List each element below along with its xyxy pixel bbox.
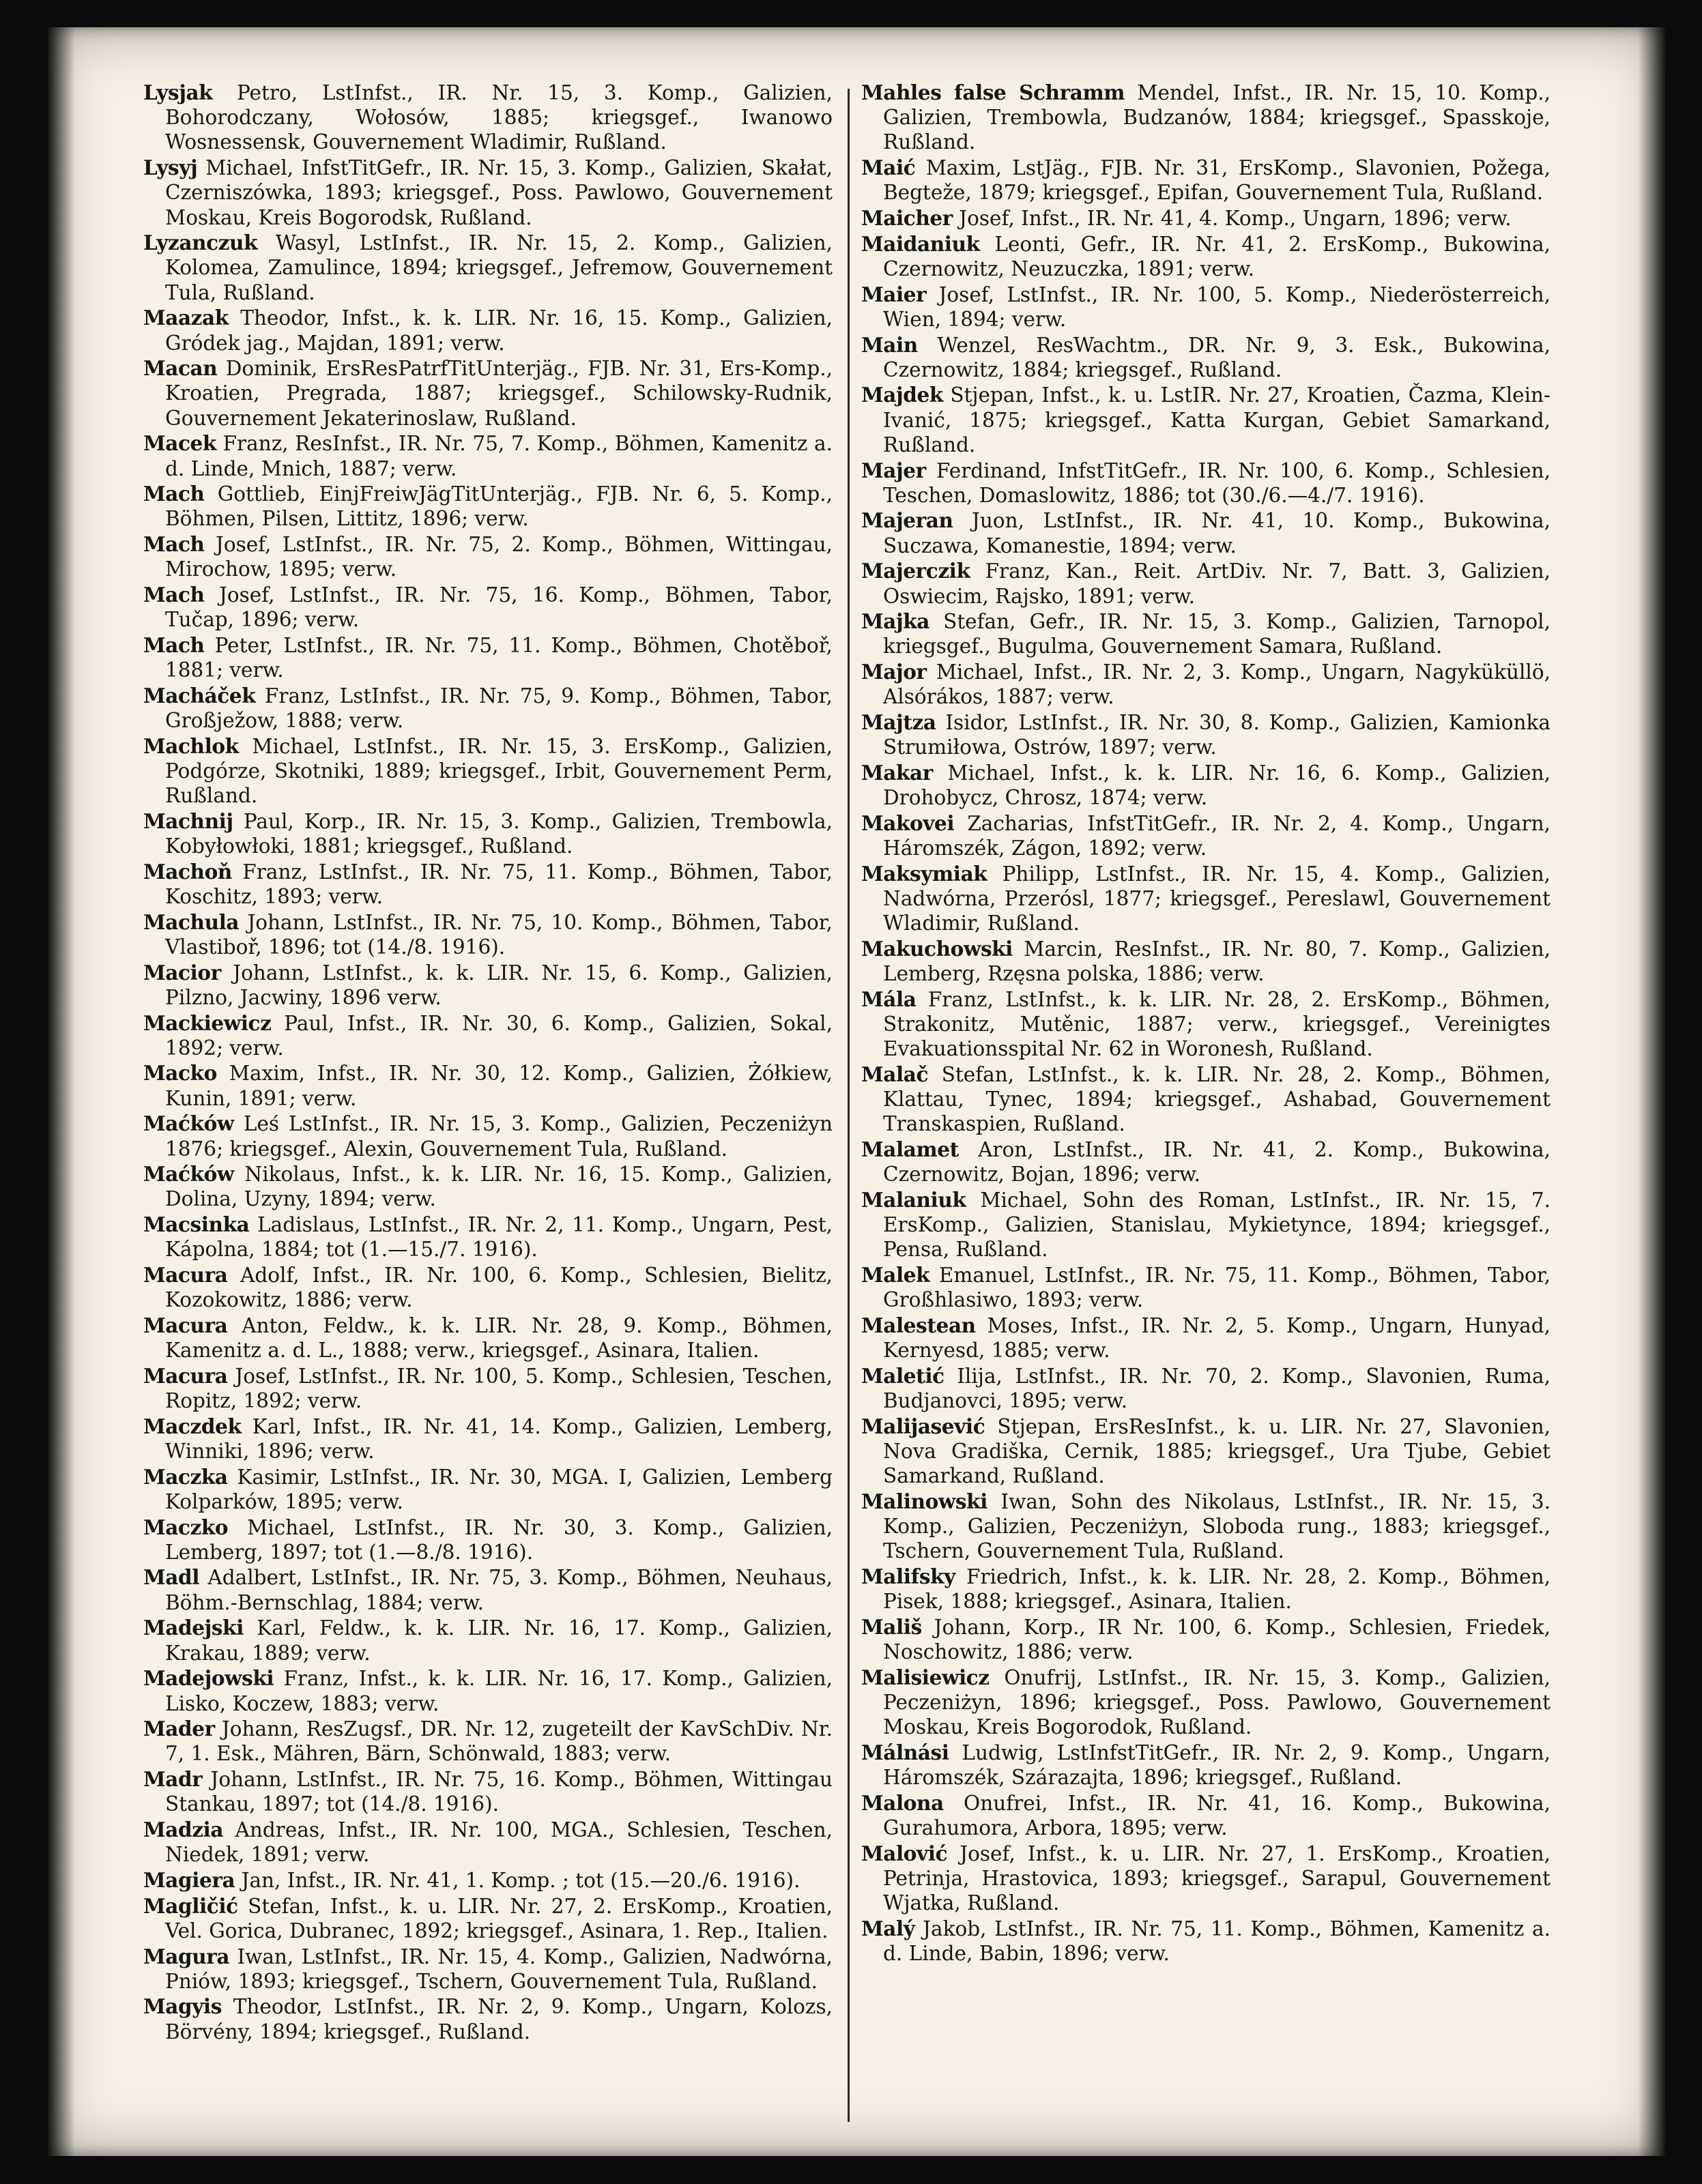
entry-details: Johann, LstInfst., IR. Nr. 75, 16. Komp., Böhmen, Wittingau Stankau, 1897; tot (14./8. 1916).: [165, 1768, 833, 1816]
entry-surname: Majka: [861, 609, 929, 634]
entry-details: Michael, Infst., k. k. LIR. Nr. 16, 6. Komp., Galizien, Drohobycz, Chrosz, 1874; verw.: [883, 761, 1550, 810]
entry-details: Isidor, LstInfst., IR. Nr. 30, 8. Komp., Galizien, Kamionka Strumiłowa, Ostrów, 1897; verw.: [883, 711, 1550, 759]
entry-surname: Macura: [143, 1313, 228, 1337]
entry-surname: Madejowski: [143, 1666, 274, 1691]
entry-surname: Malisiewicz: [861, 1665, 990, 1689]
entry-surname: Maczka: [143, 1464, 228, 1489]
entry-details: Iwan, LstInfst., IR. Nr. 15, 4. Komp., Galizien, Nadwórna, Pniów, 1893; kriegsgef., Tschern, Gouvernement Tula, Rußland.: [165, 1945, 833, 1993]
entry-details: Gottlieb, EinjFreiwJägTitUnterjäg., FJB. Nr. 6, 5. Komp., Böhmen, Pilsen, Littitz, 1896; verw.: [165, 482, 833, 531]
entry-surname: Maier: [861, 282, 927, 306]
entry-surname: Madr: [143, 1767, 203, 1792]
entry-details: Juon, LstInfst., IR. Nr. 41, 10. Komp., Bukowina, Suczawa, Komanestie, 1894; verw.: [883, 509, 1550, 557]
entry-details: Stjepan, Infst., k. u. LstIR. Nr. 27, Kroatien, Čazma, Klein-Ivanić, 1875; kriegsgef., Katta Kurgan, Gebiet Samarkand, Rußland.: [883, 383, 1550, 456]
entry-details: Peter, LstInfst., IR. Nr. 75, 11. Komp., Böhmen, Chotěboř, 1881; verw.: [165, 633, 833, 682]
casualty-entry: [143, 1162, 833, 1211]
casualty-entry: [143, 734, 833, 809]
entry-surname: Makar: [861, 760, 933, 785]
entry-surname: Maazak: [143, 306, 229, 330]
casualty-entry: [861, 1841, 1550, 1916]
casualty-entry: [861, 333, 1550, 382]
entry-surname: Malinowski: [861, 1489, 987, 1513]
casualty-entry: [143, 532, 833, 581]
entry-details: Maxim, LstJäg., FJB. Nr. 31, ErsKomp., Slavonien, Požega, Begteže, 1879; kriegsgef., Epifan, Gouvernement Tula, Rußland.: [883, 156, 1550, 205]
entry-surname: Malamet: [861, 1137, 959, 1162]
entry-details: Ilija, LstInfst., IR. Nr. 70, 2. Komp., Slavonien, Ruma, Budjanovci, 1895; verw.: [883, 1364, 1550, 1413]
entry-details: Moses, Infst., IR. Nr. 2, 5. Komp., Ungarn, Hunyad, Kernyesd, 1885; verw.: [883, 1313, 1550, 1363]
entry-details: Maxim, Infst., IR. Nr. 30, 12. Komp., Galizien, Żółkiew, Kunin, 1891; verw.: [165, 1062, 833, 1110]
casualty-entry: [143, 1061, 833, 1110]
casualty-entry: [861, 458, 1550, 508]
entry-surname: Macan: [143, 356, 218, 381]
entry-surname: Machnij: [143, 809, 233, 833]
column-divider: [848, 89, 850, 2122]
entry-details: Johann, LstInfst., k. k. LIR. Nr. 15, 6. Komp., Galizien, Pilzno, Jacwiny, 1896 verw.: [165, 961, 833, 1009]
entry-surname: Machlok: [143, 733, 239, 758]
entry-surname: Malijasević: [861, 1414, 985, 1438]
entry-details: Michael, Infst., IR. Nr. 2, 3. Komp., Ungarn, Nagyküküllö, Alsórákos, 1887; verw.: [883, 660, 1550, 709]
casualty-entry: [143, 1717, 833, 1766]
casualty-entry: [143, 1364, 833, 1413]
entry-surname: Madejski: [143, 1616, 244, 1640]
casualty-entry: [143, 1263, 833, 1312]
entry-surname: Macháček: [143, 683, 256, 708]
casualty-entry: [861, 609, 1550, 658]
entry-details: Michael, LstInfst., IR. Nr. 30, 3. Komp., Galizien, Lemberg, 1897; tot (1.—8./8. 1916).: [165, 1515, 833, 1564]
document-page: [48, 27, 1665, 2156]
entry-details: Wenzel, ResWachtm., DR. Nr. 9, 3. Esk., Bukowina, Czernowitz, 1884; kriegsgef., Rußland.: [883, 333, 1550, 381]
casualty-entry: [861, 811, 1550, 860]
entry-details: Paul, Infst., IR. Nr. 30, 6. Komp., Galizien, Sokal, 1892; verw.: [165, 1011, 833, 1060]
entry-details: Johann, LstInfst., IR. Nr. 75, 10. Komp., Böhmen, Tabor, Vlastiboř, 1896; tot (14./8. 1916).: [165, 910, 833, 959]
entry-details: Michael, LstInfst., IR. Nr. 15, 3. ErsKomp., Galizien, Podgórze, Skotniki, 1889; kriegsgef., Irbit, Gouvernement Perm, Rußland.: [165, 734, 833, 808]
entry-surname: Mackiewicz: [143, 1010, 272, 1035]
entry-details: Petro, LstInfst., IR. Nr. 15, 3. Komp., Galizien, Bohorodczany, Wołosów, 1885; kriegsgef., Iwanowo Wosnessensk, Gouvernement Wladimir, Rußland.: [165, 81, 833, 154]
entry-surname: Mach: [143, 632, 205, 657]
casualty-entry: [143, 1011, 833, 1060]
entry-details: Karl, Feldw., k. k. LIR. Nr. 16, 17. Komp., Galizien, Krakau, 1889; verw.: [165, 1616, 833, 1665]
casualty-entry: [143, 1818, 833, 1867]
casualty-entry: [143, 1994, 833, 2043]
entry-surname: Malestean: [861, 1313, 976, 1337]
scan-shadow-left: [48, 27, 75, 2156]
entry-details: Philipp, LstInfst., IR. Nr. 15, 4. Komp., Galizien, Nadwórna, Przerósl, 1877; kriegsgef., Pereslawl, Gouvernement Wladimir, Rußland.: [883, 862, 1550, 935]
entry-details: Franz, Kan., Reit. ArtDiv. Nr. 7, Batt. 3, Galizien, Oswiecim, Rajsko, 1891; verw.: [883, 559, 1550, 608]
casualty-entry: [143, 684, 833, 733]
casualty-entry: [861, 1263, 1550, 1312]
casualty-entry: [143, 1212, 833, 1262]
casualty-entry: [861, 862, 1550, 936]
entry-surname: Macek: [143, 431, 216, 456]
entry-details: Theodor, LstInfst., IR. Nr. 2, 9. Komp., Ungarn, Kolozs, Börvény, 1894; kriegsgef., Rußland.: [165, 1995, 833, 2043]
casualty-entry: [861, 1188, 1550, 1262]
entry-details: Nikolaus, Infst., k. k. LIR. Nr. 16, 15. Komp., Galizien, Dolina, Uzyny, 1894; verw.: [165, 1163, 833, 1211]
entry-surname: Macior: [143, 960, 221, 985]
casualty-entry: [143, 1666, 833, 1715]
casualty-entry: [143, 81, 833, 155]
entry-details: Mendel, Infst., IR. Nr. 15, 10. Komp., Galizien, Trembowla, Budzanów, 1884; kriegsgef., Spasskoje, Rußland.: [883, 81, 1550, 154]
casualty-entry: [143, 431, 833, 480]
entry-details: Stefan, LstInfst., k. k. LIR. Nr. 28, 2. Komp., Böhmen, Klattau, Tynec, 1894; kriegsgef., Ashabad, Gouvernement Transkaspien, Rußland.: [883, 1062, 1550, 1136]
entry-details: Jakob, LstInfst., IR. Nr. 75, 11. Komp., Böhmen, Kamenitz a. d. Linde, Babin, 1896; verw.: [883, 1917, 1550, 1966]
entry-details: Zacharias, InfstTitGefr., IR. Nr. 2, 4. Komp., Ungarn, Háromszék, Zágon, 1892; verw.: [883, 811, 1550, 860]
entry-surname: Malona: [861, 1790, 944, 1815]
casualty-entry: [143, 1767, 833, 1816]
right-column: [861, 81, 1550, 1967]
entry-details: Franz, LstInfst., IR. Nr. 75, 11. Komp., Böhmen, Tabor, Koschitz, 1893; verw.: [165, 860, 833, 908]
casualty-entry: [861, 1741, 1550, 1790]
entry-details: Paul, Korp., IR. Nr. 15, 3. Komp., Galizien, Trembowla, Kobyłowłoki, 1881; kriegsgef., Rußland.: [165, 809, 833, 858]
entry-surname: Maić: [861, 156, 916, 180]
casualty-entry: [861, 1917, 1550, 1966]
entry-surname: Macura: [143, 1363, 228, 1388]
entry-surname: Maćków: [143, 1111, 234, 1136]
casualty-entry: [861, 282, 1550, 332]
left-column: [143, 81, 833, 2045]
casualty-entry: [143, 633, 833, 682]
casualty-entry: [143, 1565, 833, 1614]
entry-details: Adolf, Infst., IR. Nr. 100, 6. Komp., Schlesien, Bielitz, Kozokowitz, 1886; verw.: [165, 1264, 833, 1312]
casualty-entry: [861, 206, 1550, 231]
casualty-entry: [861, 1615, 1550, 1664]
entry-surname: Mahles false Schramm: [861, 81, 1125, 104]
casualty-entry: [861, 710, 1550, 759]
entry-surname: Malač: [861, 1062, 929, 1086]
entry-surname: Málnási: [861, 1740, 949, 1764]
casualty-entry: [861, 1364, 1550, 1413]
entry-surname: Mach: [143, 532, 205, 557]
casualty-entry: [861, 1313, 1550, 1363]
casualty-entry: [861, 1062, 1550, 1137]
entry-details: Johann, ResZugsf., DR. Nr. 12, zugeteilt der KavSchDiv. Nr. 7, 1. Esk., Mähren, Bärn, Schönwald, 1883; verw.: [165, 1717, 833, 1766]
casualty-entry: [143, 910, 833, 959]
entry-surname: Main: [861, 332, 918, 357]
entry-surname: Malý: [861, 1916, 915, 1940]
casualty-entry: [861, 383, 1550, 457]
entry-surname: Maćków: [143, 1162, 234, 1186]
entry-surname: Maletić: [861, 1363, 944, 1388]
casualty-entry: [861, 1137, 1550, 1186]
casualty-entry: [861, 761, 1550, 810]
casualty-entry: [143, 1465, 833, 1514]
casualty-entry: [861, 559, 1550, 608]
casualty-entry: [861, 1665, 1550, 1740]
entry-details: Friedrich, Infst., k. k. LIR. Nr. 28, 2. Komp., Böhmen, Pisek, 1888; kriegsgef., Asinara, Italien.: [883, 1564, 1550, 1614]
scan-shadow-right: [1638, 27, 1665, 2156]
entry-surname: Madl: [143, 1565, 200, 1590]
entry-surname: Makovei: [861, 811, 955, 835]
casualty-entry: [143, 1945, 833, 1994]
entry-details: Ludwig, LstInfstTitGefr., IR. Nr. 2, 9. Komp., Ungarn, Háromszék, Szárazajta, 1896; kriegsgef., Rußland.: [883, 1741, 1550, 1790]
entry-details: Karl, Infst., IR. Nr. 41, 14. Komp., Galizien, Lemberg, Winniki, 1896; verw.: [165, 1414, 833, 1463]
entry-surname: Magyis: [143, 1994, 222, 2019]
entry-surname: Lysyj: [143, 156, 198, 180]
entry-details: Josef, LstInfst., IR. Nr. 100, 5. Komp., Schlesien, Teschen, Ropitz, 1892; verw.: [165, 1364, 833, 1413]
entry-surname: Machula: [143, 909, 240, 934]
casualty-entry: [143, 482, 833, 531]
entry-surname: Magličić: [143, 1893, 238, 1918]
entry-details: Josef, Infst., k. u. LIR. Nr. 27, 1. ErsKomp., Kroatien, Petrinja, Hrastovica, 1893; kriegsgef., Sarapul, Gouvernement Wjatka, Rußland.: [883, 1841, 1550, 1915]
casualty-entry: [143, 583, 833, 632]
casualty-entry: [861, 81, 1550, 155]
entry-details: Stefan, Infst., k. u. LIR. Nr. 27, 2. ErsKomp., Kroatien, Vel. Gorica, Dubranec, 1892; kriegsgef., Asinara, 1. Rep., Italien.: [165, 1894, 833, 1942]
entry-details: Josef, LstInfst., IR. Nr. 75, 16. Komp., Böhmen, Tabor, Tučap, 1896; verw.: [165, 583, 833, 632]
entry-details: Stjepan, ErsResInfst., k. u. LIR. Nr. 27, Slavonien, Nova Gradiška, Cernik, 1885; kriegsgef., Ura Tjube, Gebiet Samarkand, Rußland.: [883, 1414, 1550, 1488]
casualty-entry: [143, 961, 833, 1010]
entry-details: Adalbert, LstInfst., IR. Nr. 75, 3. Komp., Böhmen, Neuhaus, Böhm.-Bernschlag, 1884; verw.: [165, 1566, 833, 1614]
entry-details: Onufrij, LstInfst., IR. Nr. 15, 3. Komp., Galizien, Peczeniżyn, 1896; kriegsgef., Poss. Pawlowo, Gouvernement Moskau, Kreis Bogorodok, Rußland.: [883, 1665, 1550, 1739]
entry-details: Andreas, Infst., IR. Nr. 100, MGA., Schlesien, Teschen, Niedek, 1891; verw.: [165, 1818, 833, 1867]
casualty-entry: [861, 232, 1550, 281]
entry-surname: Madzia: [143, 1818, 224, 1842]
entry-surname: Majtza: [861, 710, 936, 735]
entry-surname: Maczko: [143, 1515, 229, 1539]
entry-surname: Macsinka: [143, 1212, 250, 1237]
casualty-entry: [143, 356, 833, 431]
entry-surname: Lysjak: [143, 81, 213, 104]
entry-details: Leonti, Gefr., IR. Nr. 41, 2. ErsKomp., Bukowina, Czernowitz, Neuzuczka, 1891; verw.: [883, 232, 1550, 280]
casualty-entry: [861, 660, 1550, 709]
entry-surname: Makuchowski: [861, 936, 1013, 961]
casualty-entry: [143, 1313, 833, 1363]
entry-details: Kasimir, LstInfst., IR. Nr. 30, MGA. I, Galizien, Lemberg Kolparków, 1895; verw.: [165, 1465, 833, 1513]
entry-details: Franz, ResInfst., IR. Nr. 75, 7. Komp., Böhmen, Kamenitz a. d. Linde, Mnich, 1887; verw.: [165, 432, 833, 480]
entry-details: Josef, LstInfst., IR. Nr. 75, 2. Komp., Böhmen, Wittingau, Mirochow, 1895; verw.: [165, 533, 833, 581]
casualty-entry: [143, 1868, 833, 1893]
entry-surname: Mála: [861, 987, 917, 1011]
entry-details: Johann, Korp., IR Nr. 100, 6. Komp., Schlesien, Friedek, Noschowitz, 1886; verw.: [883, 1615, 1550, 1664]
casualty-entry: [143, 1414, 833, 1464]
entry-details: Franz, Infst., k. k. LIR. Nr. 16, 17. Komp., Galizien, Lisko, Koczew, 1883; verw.: [165, 1667, 833, 1715]
entry-surname: Mališ: [861, 1614, 922, 1639]
entry-surname: Mach: [143, 482, 205, 506]
casualty-entry: [861, 156, 1550, 205]
casualty-entry: [143, 156, 833, 230]
entry-details: Emanuel, LstInfst., IR. Nr. 75, 11. Komp., Böhmen, Tabor, Großhlasiwo, 1893; verw.: [883, 1264, 1550, 1312]
casualty-entry: [861, 1489, 1550, 1564]
casualty-entry: [143, 1616, 833, 1665]
casualty-entry: [143, 1894, 833, 1943]
entry-details: Ladislaus, LstInfst., IR. Nr. 2, 11. Komp., Ungarn, Pest, Kápolna, 1884; tot (1.—15./7. 1916).: [165, 1213, 833, 1262]
casualty-entry: [143, 1515, 833, 1564]
entry-details: Franz, LstInfst., IR. Nr. 75, 9. Komp., Böhmen, Tabor, Großježow, 1888; verw.: [165, 684, 833, 733]
entry-surname: Malifsky: [861, 1564, 955, 1588]
entry-surname: Magiera: [143, 1867, 235, 1892]
entry-surname: Malaniuk: [861, 1187, 966, 1212]
entry-details: Wasyl, LstInfst., IR. Nr. 15, 2. Komp., Galizien, Kolomea, Zamulince, 1894; kriegsgef., Jefremow, Gouvernement Tula, Rußland.: [165, 231, 833, 304]
entry-details: Marcin, ResInfst., IR. Nr. 80, 7. Komp., Galizien, Lemberg, Rzęsna polska, 1886; verw.: [883, 937, 1550, 986]
entry-surname: Majdek: [861, 383, 943, 407]
casualty-entry: [143, 231, 833, 305]
entry-details: Aron, LstInfst., IR. Nr. 41, 2. Komp., Bukowina, Czernowitz, Bojan, 1896; verw.: [883, 1138, 1550, 1186]
entry-details: Josef, Infst., IR. Nr. 41, 4. Komp., Ungarn, 1896; verw.: [959, 207, 1512, 231]
casualty-entry: [143, 809, 833, 858]
casualty-entry: [861, 937, 1550, 986]
entry-details: Leś LstInfst., IR. Nr. 15, 3. Komp., Galizien, Peczeniżyn 1876; kriegsgef., Alexin, Gouvernement Tula, Rußland.: [165, 1112, 833, 1161]
entry-surname: Macko: [143, 1061, 217, 1086]
entry-details: Franz, LstInfst., k. k. LIR. Nr. 28, 2. ErsKomp., Böhmen, Strakonitz, Mutěnic, 1887; verw., kriegsgef., Vereinigtes Evakuationsspital Nr. 62 in Woronesh, Rußland.: [883, 987, 1550, 1061]
entry-surname: Magura: [143, 1944, 230, 1968]
entry-surname: Majerczik: [861, 559, 970, 583]
casualty-entry: [143, 306, 833, 355]
entry-surname: Maicher: [861, 206, 953, 231]
entry-surname: Maidaniuk: [861, 231, 980, 256]
entry-details: Onufrei, Infst., IR. Nr. 41, 16. Komp., Bukowina, Gurahumora, Arbora, 1895; verw.: [883, 1791, 1550, 1840]
entry-details: Anton, Feldw., k. k. LIR. Nr. 28, 9. Komp., Böhmen, Kamenitz a. d. L., 1888; verw., kriegsgef., Asinara, Italien.: [165, 1313, 833, 1363]
casualty-entry: [861, 1414, 1550, 1489]
casualty-entry: [861, 508, 1550, 557]
entry-surname: Maksymiak: [861, 861, 987, 886]
casualty-entry: [861, 987, 1550, 1062]
entry-details: Iwan, Sohn des Nikolaus, LstInfst., IR. Nr. 15, 3. Komp., Galizien, Peczeniżyn, Sloboda rung., 1883; kriegsgef., Tschern, Gouvernement Tula, Rußland.: [883, 1489, 1550, 1563]
entry-surname: Mader: [143, 1717, 215, 1741]
entry-details: Ferdinand, InfstTitGefr., IR. Nr. 100, 6. Komp., Schlesien, Teschen, Domaslowitz, 1886; tot (30./6.—4./7. 1916).: [883, 458, 1550, 507]
entry-surname: Majeran: [861, 508, 953, 533]
entry-surname: Lyzanczuk: [143, 231, 258, 255]
entry-surname: Malović: [861, 1841, 948, 1865]
entry-surname: Major: [861, 660, 927, 684]
casualty-entry: [861, 1564, 1550, 1614]
entry-surname: Majer: [861, 458, 926, 482]
entry-surname: Machoň: [143, 859, 232, 884]
entry-details: Michael, InfstTitGefr., IR. Nr. 15, 3. Komp., Galizien, Skałat, Czerniszówka, 1893; kriegsgef., Poss. Pawlowo, Gouvernement Moskau, Kreis Bogorodsk, Rußland.: [165, 156, 833, 229]
entry-details: Michael, Sohn des Roman, LstInfst., IR. Nr. 15, 7. ErsKomp., Galizien, Stanislau, Mykietynce, 1894; kriegsgef., Pensa, Rußland.: [883, 1188, 1550, 1262]
entry-details: Theodor, Infst., k. k. LIR. Nr. 16, 15. Komp., Galizien, Gródek jag., Majdan, 1891; verw.: [165, 306, 833, 355]
entry-surname: Macura: [143, 1263, 228, 1287]
entry-surname: Mach: [143, 583, 205, 607]
casualty-entry: [861, 1791, 1550, 1840]
entry-details: Dominik, ErsResPatrfTitUnterjäg., FJB. Nr. 31, Ers-Komp., Kroatien, Pregrada, 1887; kriegsgef., Schilowsky-Rudnik, Gouvernement Jekaterinoslaw, Rußland.: [165, 357, 833, 430]
entry-details: Josef, LstInfst., IR. Nr. 100, 5. Komp., Niederösterreich, Wien, 1894; verw.: [883, 282, 1550, 331]
entry-surname: Maczdek: [143, 1414, 242, 1438]
entry-details: Jan, Infst., IR. Nr. 41, 1. Komp. ; tot (15.—20./6. 1916).: [241, 1868, 800, 1892]
casualty-entry: [143, 860, 833, 909]
entry-surname: Malek: [861, 1263, 930, 1287]
entry-details: Stefan, Gefr., IR. Nr. 15, 3. Komp., Galizien, Tarnopol, kriegsgef., Bugulma, Gouvernement Samara, Rußland.: [883, 610, 1550, 658]
casualty-entry: [143, 1111, 833, 1161]
